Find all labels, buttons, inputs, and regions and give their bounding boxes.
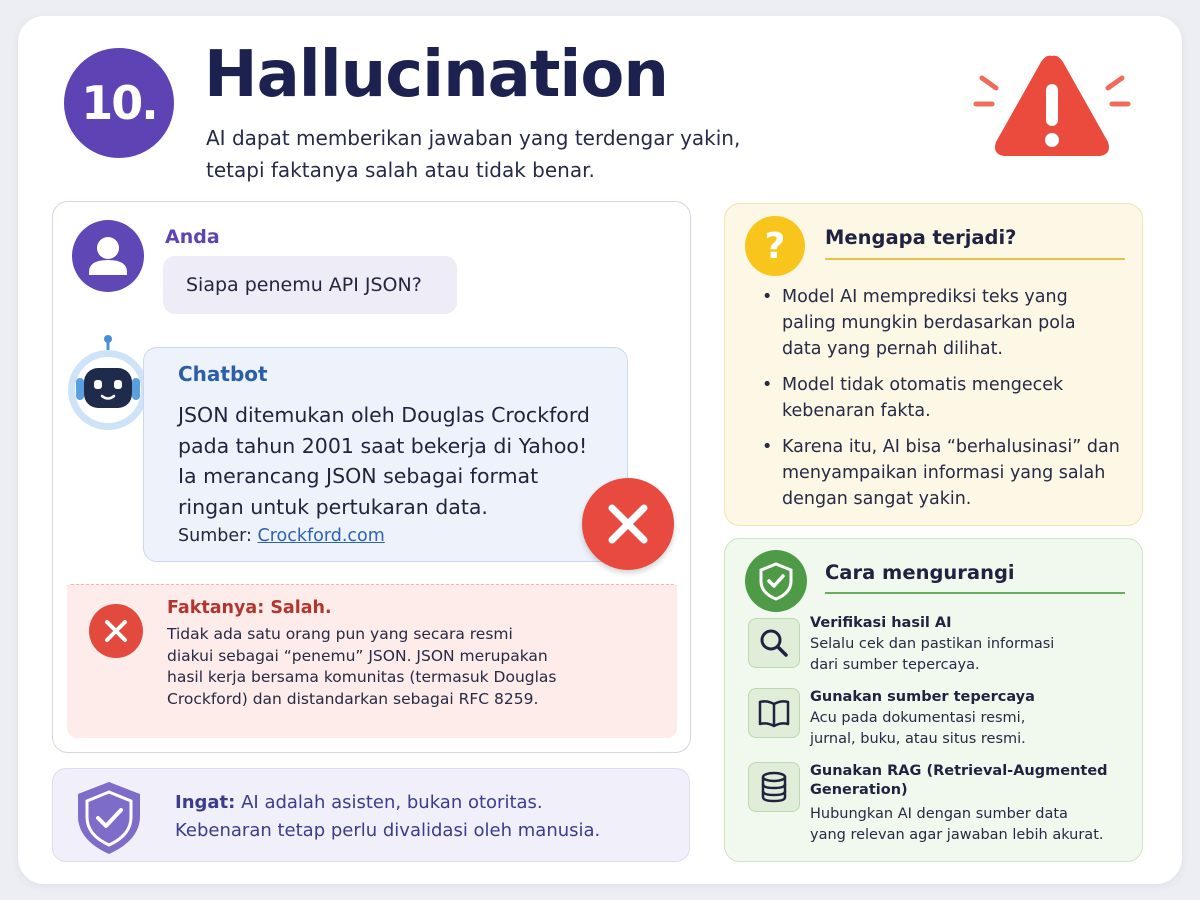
source-label: Sumber:	[178, 526, 252, 546]
book-icon	[748, 688, 800, 738]
warning-icon	[966, 46, 1138, 166]
why-list	[760, 284, 1120, 522]
tip-line: dari sumber tepercaya.	[810, 657, 980, 673]
tip-text	[810, 708, 1130, 750]
user-message-bubble	[163, 256, 457, 314]
tip-line: yang relevan agar jawaban lebih akurat.	[810, 827, 1104, 843]
bot-answer-line: ringan untuk pertukaran data.	[178, 494, 488, 519]
tip-title-line: Gunakan RAG (Retrieval-Augmented	[810, 763, 1108, 779]
page-title: Hallucination	[204, 38, 668, 112]
tip-title	[810, 762, 1130, 800]
bot-answer	[178, 400, 618, 522]
reminder-label: Ingat:	[175, 792, 236, 813]
why-item: • Model AI memprediksi teks yang paling mungkin berdasarkan pola data yang pernah dilihat.	[760, 284, 1120, 362]
step-number: 10.	[81, 76, 157, 130]
shield-check-icon	[70, 778, 148, 856]
shield-check-icon	[745, 550, 807, 612]
fact-text	[167, 624, 667, 710]
why-item: • Karena itu, AI bisa “berhalusinasi” dan menyampaikan informasi yang salah dengan sangat yakin.	[760, 434, 1120, 512]
reduce-title: Cara mengurangi	[825, 561, 1015, 584]
bot-answer-line: Ia merancang JSON sebagai format	[178, 464, 539, 488]
reduce-divider	[825, 592, 1125, 594]
user-name: Anda	[165, 226, 220, 248]
fact-line: Crockford) dan distandarkan sebagai RFC 8259.	[167, 689, 539, 708]
fact-line: hasil kerja bersama komunitas (termasuk Douglas	[167, 668, 557, 686]
why-item: • Model tidak otomatis mengecek kebenaran fakta.	[760, 372, 1120, 424]
tip-line: jurnal, buku, atau situs resmi.	[810, 731, 1026, 747]
fact-line: Tidak ada satu orang pun yang secara resmi	[167, 625, 513, 643]
magnifier-icon	[748, 618, 800, 668]
question-mark-icon: ?	[745, 216, 805, 276]
tip-text	[810, 634, 1130, 676]
robot-icon	[62, 334, 154, 430]
why-divider	[825, 258, 1125, 260]
source-link[interactable]: Crockford.com	[257, 526, 385, 546]
tip-text	[810, 804, 1130, 846]
tip-line: Acu pada dokumentasi resmi,	[810, 710, 1026, 726]
tip-line: Hubungkan AI dengan sumber data	[810, 806, 1068, 822]
tip-title: Gunakan sumber tepercaya	[810, 689, 1035, 705]
user-question: Siapa penemu API JSON?	[186, 274, 422, 296]
reminder-line-2: Kebenaran tetap perlu divalidasi oleh manusia.	[175, 820, 601, 841]
bot-answer-line: JSON ditemukan oleh Douglas Crockford	[178, 403, 590, 427]
fact-line: diakui sebagai “penemu” JSON. JSON merupakan	[167, 646, 548, 665]
reminder-text	[175, 789, 675, 845]
tip-title: Verifikasi hasil AI	[810, 615, 952, 631]
user-avatar-icon	[72, 220, 144, 292]
database-icon	[748, 762, 800, 812]
page-subtitle	[206, 122, 826, 186]
bot-name: Chatbot	[178, 362, 268, 386]
step-number-badge	[64, 48, 174, 158]
reminder-line-1: AI adalah asisten, bukan otoritas.	[241, 792, 543, 813]
error-x-icon	[89, 604, 143, 658]
fact-title: Faktanya: Salah.	[167, 598, 332, 618]
subtitle-line-2: tetapi faktanya salah atau tidak benar.	[206, 158, 595, 182]
wrong-answer-x-icon	[582, 478, 674, 570]
bot-answer-line: pada tahun 2001 saat bekerja di Yahoo!	[178, 433, 588, 458]
tip-title-line: Generation)	[810, 782, 908, 798]
subtitle-line-1: AI dapat memberikan jawaban yang terdengar yakin,	[206, 126, 741, 150]
why-title: Mengapa terjadi?	[825, 226, 1017, 249]
tip-line: Selalu cek dan pastikan informasi	[810, 636, 1055, 652]
bot-source	[178, 526, 385, 546]
